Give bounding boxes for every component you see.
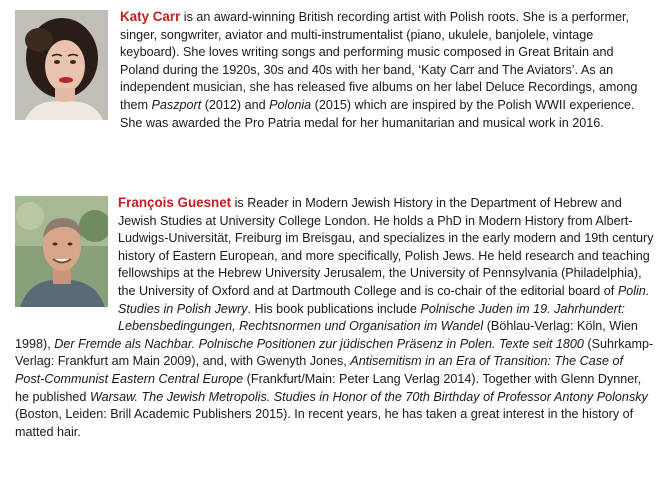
book-title: Antisemitism in an Era of Transition: The Case of Post-Communist Eastern Central Europe xyxy=(15,354,624,386)
bio-name: Katy Carr xyxy=(120,9,181,24)
bio-text: is Reader in Modern Jewish History in the Department of Hebrew and Jewish Studies at University College London. He holds a PhD in Modern History from Albert-Ludwigs-Universität, Freiburg im Breisgau, and specializes in the early modern and 19th century history of Eastern European, and more specifically, Polish Jews. He held research and teaching fellowships at the Hebrew University Jerusalem, the University of Pennsylvania (Philadelphia), the University of Oxford and at Dartmouth College and is co-chair of the editorial board of xyxy=(118,196,654,298)
katy-carr-photo xyxy=(15,10,108,120)
bio-text: is an award-winning British recording artist with Polish roots. She is a performer, singer, songwriter, aviator and multi-instrumentalist (piano, ukulele, banjolele, vintage keyboard). She loves writing songs and performing music composed in Great Britain and Poland during the 1920s, 30s and 40s with her band, ‘Katy Carr and The Aviators’. As an independent musician, she has released five albums on her label Deluce Recordings, among them xyxy=(120,10,638,112)
francois-guesnet-bio xyxy=(15,194,655,441)
bio-name: François Guesnet xyxy=(118,195,232,210)
katy-carr-bio xyxy=(120,8,655,132)
book-title: Warsaw. The Jewish Metropolis. Studies in Honor of the 70th Birthday of Professor Antony Polonsky xyxy=(89,389,648,404)
bio-text: (Böhlau-Verlag: Köln, Wien 1998), xyxy=(15,319,638,351)
book-title: Polin. Studies in Polish Jewry xyxy=(118,283,650,316)
album-title: Polonia xyxy=(269,97,312,112)
album-title: Paszport xyxy=(151,97,202,112)
bio-text: (Suhrkamp-Verlag: Frankfurt am Main 2009), and, with Gwenyth Jones, xyxy=(15,336,654,369)
bio-text: (Frankfurt/Main: Peter Lang Verlag 2014). Together with Glenn Dynner, he published xyxy=(15,371,642,404)
book-title: Polnische Juden im 19. Jahrhundert: Lebensbedingungen, Rechtsnormen und Organisation im Wandel xyxy=(118,301,625,334)
bio-text: (Boston, Leiden: Brill Academic Publishers 2015). In recent years, he has taken a great interest in the history of matted hair. xyxy=(15,407,634,439)
photo-spacer xyxy=(15,194,118,325)
bio-text: (2012) and xyxy=(201,97,270,112)
book-title: Der Fremde als Nachbar. Polnische Positionen zur jüdischen Präsenz in Polen. Texte seit 1800 xyxy=(54,336,584,351)
bio-text: (2015) which are inspired by the Polish WWII experience. She was awarded the Pro Patria medal for her humanitarian and musical work in 2016. xyxy=(120,97,635,130)
bio-text: . His book publications include xyxy=(247,301,421,316)
